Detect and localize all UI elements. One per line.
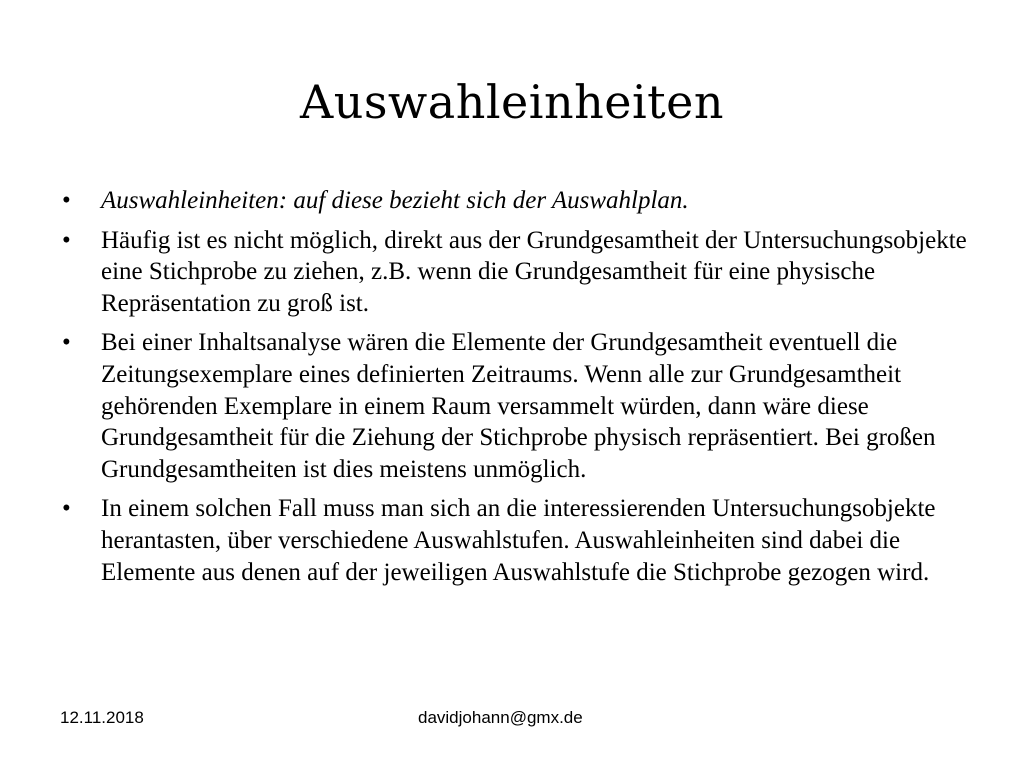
bullet-dot-icon: •: [62, 495, 71, 523]
bullet-text: Häufig ist es nicht möglich, direkt aus der Grundgesamtheit der Untersuchungsobjekte eine Stichprobe zu ziehen, z.B. wenn die Grundgesamtheit für eine physische Repräsentation zu groß ist.: [101, 226, 967, 317]
slide-title: Auswahleinheiten: [299, 75, 725, 129]
bullet-text: Bei einer Inhaltsanalyse wären die Elemente der Grundgesamtheit eventuell die Zeitungsexemplare eines definierten Zeitraums. Wenn alle zur Grundgesamtheit gehörenden Exemplare in einem Raum versammelt würden, dann wäre diese Grundgesamtheit für die Ziehung der Stichprobe physisch repräsentiert. Bei großen Grundgesamtheiten ist dies meistens unmöglich.: [101, 329, 936, 483]
bullet-item: [62, 493, 982, 588]
bullet-dot-icon: •: [62, 187, 71, 214]
bullet-text: Auswahleinheiten: auf diese bezieht sich der Auswahlplan.: [101, 187, 689, 214]
footer-date: 12.11.2018: [60, 708, 144, 727]
bullet-dot-icon: •: [62, 329, 71, 357]
bullet-list: [62, 185, 982, 596]
bullet-text: In einem solchen Fall muss man sich an die interessierenden Untersuchungsobjekte herantasten, über verschiedene Auswahlstufen. Auswahleinheiten sind dabei die Elemente aus denen auf der jeweiligen Auswahlstufe die Stichprobe gezogen wird.: [101, 495, 936, 586]
bullet-dot-icon: •: [62, 226, 71, 254]
bullet-item: [62, 185, 982, 217]
footer-email: davidjohann@gmx.de: [418, 708, 583, 727]
bullet-item: [62, 225, 982, 320]
bullet-item: [62, 327, 982, 485]
